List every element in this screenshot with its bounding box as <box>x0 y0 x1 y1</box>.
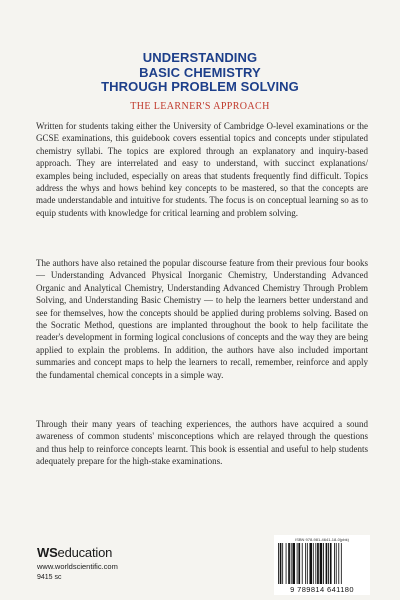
barcode-bar <box>313 543 314 584</box>
barcode-bar <box>341 543 342 584</box>
barcode-bar <box>328 543 329 584</box>
barcode-bar <box>282 543 283 584</box>
barcode-bar <box>315 543 316 584</box>
barcode-bar <box>307 543 308 584</box>
publisher-logo-rest: education <box>57 545 113 560</box>
barcode-bar <box>326 543 328 584</box>
barcode-bar <box>302 543 303 584</box>
barcode-bar <box>280 543 282 584</box>
isbn-label: ISBN 978-981-4641-18-0(pbk) <box>295 537 349 542</box>
barcode-bar <box>323 543 324 584</box>
barcode-bars <box>278 543 366 584</box>
publisher-code: 9415 sc <box>37 574 62 581</box>
barcode-bar <box>334 543 335 584</box>
barcode-bar <box>288 543 290 584</box>
barcode-bar <box>305 543 306 584</box>
description-paragraph-3: Through their many years of teaching experiences, the authors have acquired a sound awareness of common students' misconceptions which are relayed through the questions and thus help to reinforce concepts learnt. This book is essential and useful to help students adequately prepare for the high-stake examinations. <box>36 419 368 467</box>
title-line-2: BASIC CHEMISTRY <box>139 64 261 80</box>
barcode-bar <box>336 543 337 584</box>
barcode-bar <box>278 543 279 584</box>
barcode-bar <box>317 543 319 584</box>
publisher-website: www.worldscientific.com <box>37 562 118 571</box>
isbn-barcode <box>274 535 370 595</box>
barcode-bar <box>330 543 332 584</box>
barcode-bar <box>297 543 298 584</box>
barcode-bar <box>320 543 323 584</box>
barcode-bar <box>338 543 339 584</box>
publisher-logo <box>37 545 112 560</box>
barcode-digits: 9 789814 641180 <box>290 585 354 594</box>
publisher-logo-bold: WS <box>37 545 58 560</box>
barcode-bar <box>292 543 295 584</box>
book-title <box>0 51 400 95</box>
book-subtitle: THE LEARNER'S APPROACH <box>130 101 270 112</box>
barcode-bar <box>291 543 292 584</box>
barcode-bar <box>298 543 300 584</box>
title-line-1: UNDERSTANDING <box>142 50 258 65</box>
description-paragraph-1: Written for students taking either the University of Cambridge O-level examinations or the GCSE examinations, this guidebook covers essential topics and concepts under stipulated chemistry syllabi. The topics are explored through an explanatory and inquiry-based approach. They are interrelated and easy to understand, with succinct explanations/ examples being included, especially on areas that students frequently find difficult. Topics address the whys and hows behind key concepts to be mastered, so that the concepts are made understandable and intuitive for students. The focus is on conceptual learning so as to equip students with knowledge for critical learning and problem solving. <box>36 121 368 218</box>
barcode-bar <box>309 543 312 584</box>
description-paragraph-2: The authors have also retained the popular discourse feature from their previous four books — Understanding Advanced Physical Inorganic Chemistry, Understanding Advanced Organic and Analytical Chemistry, Understanding Advanced Chemistry Through Problem Solving, and Understanding Basic Chemistry — to help the learners better understand and see for themselves, how the concepts should be applied during problems solving. Based on the Socratic Method, questions are implanted throughout the book to help facilitate the reader's development in forming logical conclusions of concepts and the way they are being applied to explain the problems. In addition, the authors have also included important summaries and concept maps to help the learners to recall, remember, reinforce and apply the fundamental chemical concepts in a simple way. <box>36 258 368 380</box>
barcode-bar <box>286 543 287 584</box>
title-line-3: THROUGH PROBLEM SOLVING <box>101 79 299 94</box>
